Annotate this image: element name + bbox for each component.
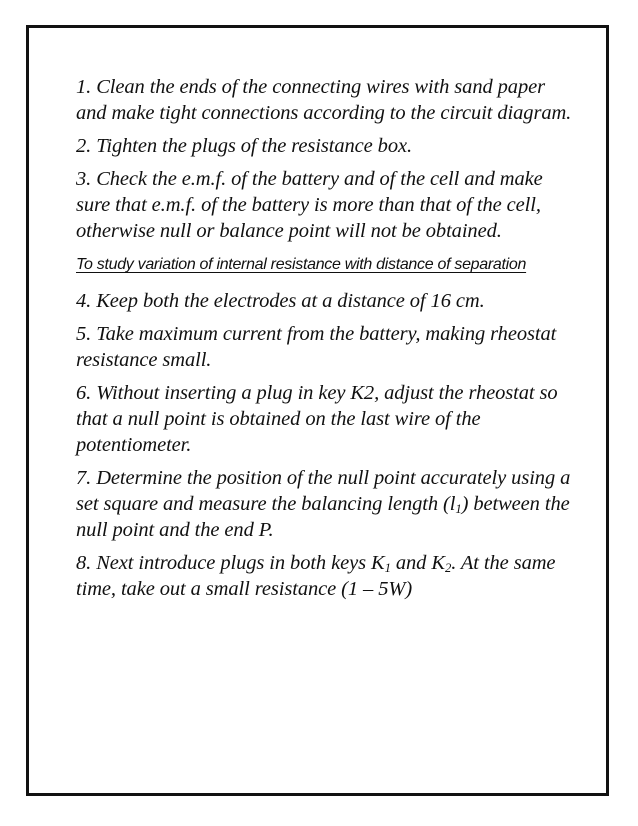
step-7-text-a: 7. Determine the position of the null point accurately using a set square and measure the balancing length (l [76,467,571,515]
step-8-text-a: 8. Next introduce plugs in both keys K [76,552,385,574]
step-5: 5. Take maximum current from the battery, making rheostat resistance small. [76,323,557,371]
step-7-subscript: 1 [455,502,462,517]
section-heading: To study variation of internal resistance with distance of separation [76,256,527,273]
procedure-text [76,74,576,609]
step-8-subscript-2: 2 [444,561,452,576]
step-7-text-b: ) between the null point and the end P. [76,493,570,541]
step-3: 3. Check the e.m.f. of the battery and of the cell and make sure that e.m.f. of the battery is more than that of the cell, otherwise null or balance point will not be obtained. [76,168,543,242]
step-4: 4. Keep both the electrodes at a distance of 16 cm. [76,290,485,312]
step-6: 6. Without inserting a plug in key K2, adjust the rheostat so that a null point is obtained on the last wire of the potentiometer. [76,382,558,456]
step-1: 1. Clean the ends of the connecting wires with sand paper and make tight connections according to the circuit diagram. [76,76,572,124]
step-7 [76,465,576,543]
step-8-text-b: and K [390,552,445,574]
step-2: 2. Tighten the plugs of the resistance box. [76,135,413,157]
step-8-text-c: . At the same time, take out a small resistance (1 – 5W) [76,552,556,600]
step-8-subscript-1: 1 [384,561,391,576]
step-8 [76,550,576,602]
